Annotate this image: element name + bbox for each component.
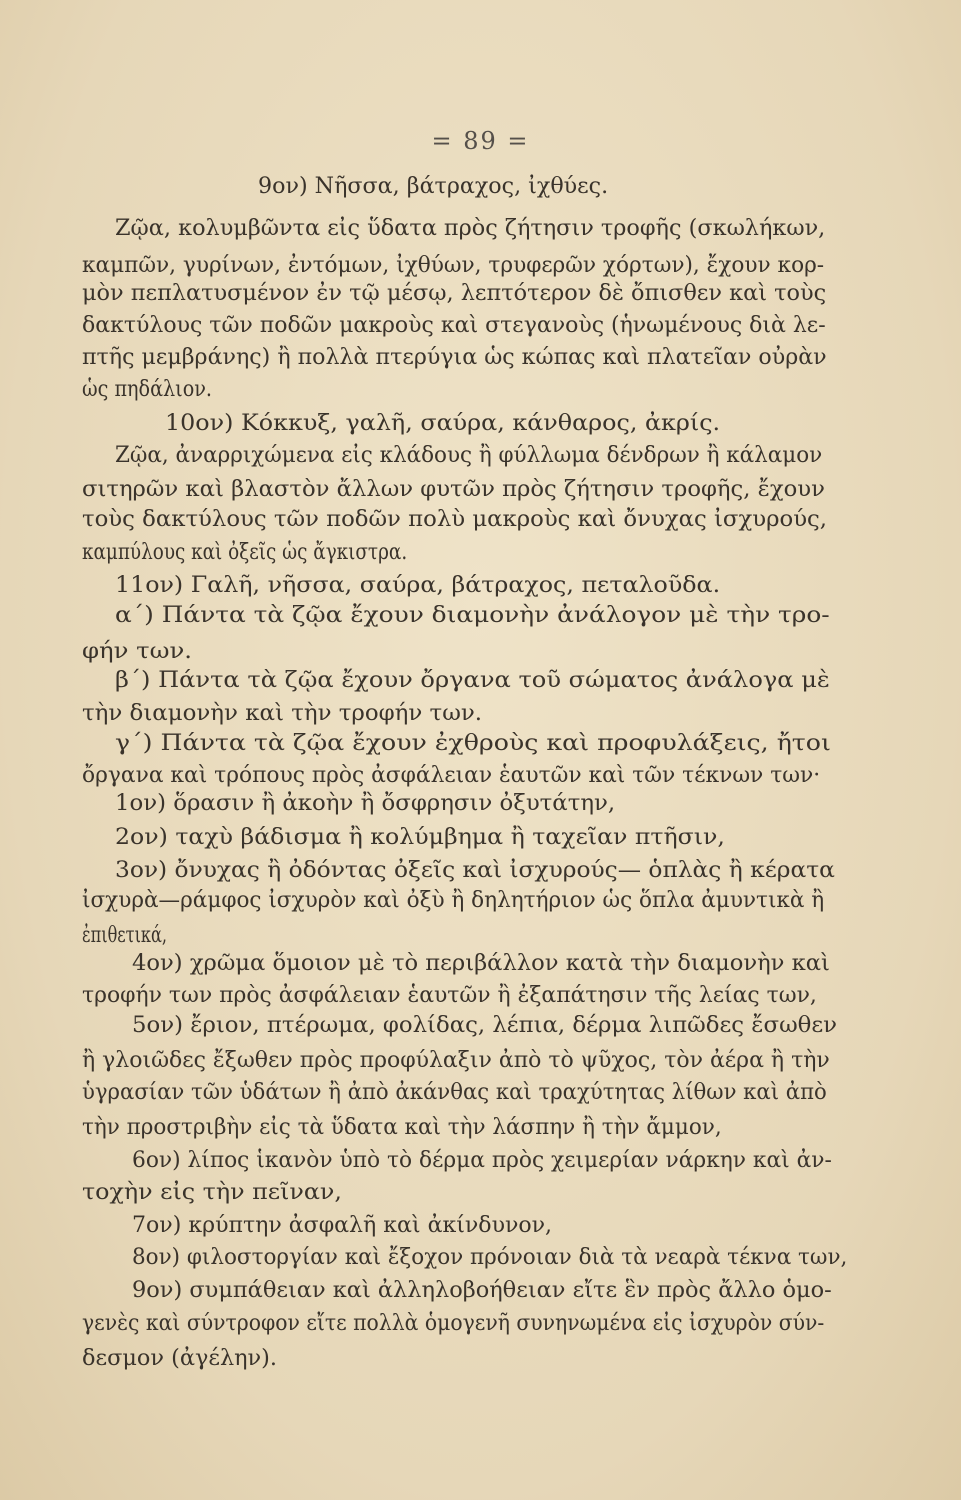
text-line: ὑγρασίαν τῶν ὑδάτων ἢ ἀπὸ ἀκάνθας καὶ τραχύτητας λίθων καὶ ἀπὸ — [82, 1079, 827, 1105]
text-line: καμπῶν, γυρίνων, ἐντόμων, ἰχθύων, τρυφερῶν χόρτων), ἔχουν κορ- — [82, 252, 825, 278]
text-line: μὸν πεπλατυσμένον ἐν τῷ μέσῳ, λεπτότερον δὲ ὄπισθεν καὶ τοὺς — [82, 280, 827, 306]
text-line: ἰσχυρὰ—ράμφος ἰσχυρὸν καὶ ὀξὺ ἢ δηλητήριον ὡς ὅπλα ἀμυντικὰ ἢ — [82, 887, 825, 913]
text-line: τοὺς δακτύλους τῶν ποδῶν πολὺ μακροὺς καὶ ὄνυχας ἰσχυρούς, — [82, 506, 828, 532]
text-line: πτῆς μεμβράνης) ἢ πολλὰ πτερύγια ὡς κώπας καὶ πλατεῖαν οὐρὰν — [82, 344, 827, 370]
text-line: σιτηρῶν καὶ βλαστὸν ἄλλων φυτῶν πρὸς ζήτησιν τροφῆς, ἔχουν — [82, 476, 825, 502]
text-line: 3ον) ὄνυχας ἢ ὀδόντας ὀξεῖς καὶ ἰσχυρούς— ὁπλὰς ἢ κέρατα — [115, 857, 835, 883]
text-line: 6ον) λίπος ἱκανὸν ὑπὸ τὸ δέρμα πρὸς χειμερίαν νάρκην καὶ ἀν- — [132, 1147, 832, 1173]
text-line: 11ον) Γαλῆ, νῆσσα, σαύρα, βάτραχος, πεταλοῦδα. — [115, 572, 721, 598]
text-line: γενὲς καὶ σύντροφον εἴτε πολλὰ ὁμογενῆ συνηνωμένα εἰς ἰσχυρὸν σύν- — [82, 1310, 825, 1336]
text-line: δακτύλους τῶν ποδῶν μακροὺς καὶ στεγανοὺς (ἡνωμένους διὰ λε- — [82, 312, 826, 338]
text-line: 5ον) ἔριον, πτέρωμα, φολίδας, λέπια, δέρμα λιπῶδες ἔσωθεν — [132, 1012, 838, 1038]
text-line: τὴν προστριβὴν εἰς τὰ ὕδατα καὶ τὴν λάσπην ἢ τὴν ἄμμον, — [82, 1114, 722, 1140]
text-line: Ζῷα, κολυμβῶντα εἰς ὕδατα πρὸς ζήτησιν τροφῆς (σκωλήκων, — [115, 215, 826, 241]
text-line: τοχὴν εἰς τὴν πεῖναν, — [82, 1179, 342, 1205]
text-line: 7ον) κρύπτην ἀσφαλῆ καὶ ἀκίνδυνον, — [132, 1212, 553, 1238]
text-line: 4ον) χρῶμα ὅμοιον μὲ τὸ περιβάλλον κατὰ τὴν διαμονὴν καὶ — [132, 950, 830, 976]
text-line: ἢ γλοιῶδες ἔξωθεν πρὸς προφύλαξιν ἀπὸ τὸ ψῦχος, τὸν ἀέρα ἢ τὴν — [82, 1047, 830, 1073]
text-line: ὄργανα καὶ τρόπους πρὸς ἀσφάλειαν ἑαυτῶν καὶ τῶν τέκνων των· — [82, 762, 821, 788]
text-line: τὴν διαμονὴν καὶ τὴν τροφήν των. — [82, 700, 483, 726]
text-line: 8ον) φιλοστοργίαν καὶ ἔξοχον πρόνοιαν διὰ τὰ νεαρὰ τέκνα των, — [132, 1244, 848, 1270]
text-line: 2ον) ταχὺ βάδισμα ἢ κολύμβημα ἢ ταχεῖαν πτῆσιν, — [115, 824, 725, 850]
text-line: τροφήν των πρὸς ἀσφάλειαν ἑαυτῶν ἢ ἐξαπάτησιν τῆς λείας των, — [82, 982, 817, 1008]
page-number: = 89 = — [431, 127, 530, 155]
text-line: β΄) Πάντα τὰ ζῷα ἔχουν ὄργανα τοῦ σώματος ἀνάλογα μὲ — [115, 667, 830, 693]
text-line: δεσμον (ἀγέλην). — [82, 1345, 278, 1371]
text-line: 1ον) ὅρασιν ἢ ἀκοὴν ἢ ὄσφρησιν ὀξυτάτην, — [115, 790, 616, 816]
text-line: γ΄) Πάντα τὰ ζῷα ἔχουν ἐχθροὺς καὶ προφυλάξεις, ἤτοι — [115, 730, 831, 756]
text-line: φήν των. — [82, 638, 193, 664]
text-line: 9ον) Νῆσσα, βάτραχος, ἰχθύες. — [258, 173, 609, 199]
text-line: καμπύλους καὶ ὀξεῖς ὡς ἄγκιστρα. — [82, 539, 408, 565]
text-line: ὡς πηδάλιον. — [82, 376, 212, 402]
text-line: Ζῷα, ἀναρριχώμενα εἰς κλάδους ἢ φύλλωμα δένδρων ἢ κάλαμον — [115, 442, 823, 468]
text-line: α΄) Πάντα τὰ ζῷα ἔχουν διαμονὴν ἀνάλογον μὲ τὴν τρο- — [115, 602, 830, 628]
text-line: 9ον) συμπάθειαν καὶ ἀλληλοβοήθειαν εἴτε ἓν πρὸς ἄλλο ὁμο- — [132, 1277, 832, 1303]
text-line: 10ον) Κόκκυξ, γαλῆ, σαύρα, κάνθαρος, ἀκρίς. — [165, 410, 721, 436]
text-line: ἐπιθετικά, — [82, 922, 168, 948]
